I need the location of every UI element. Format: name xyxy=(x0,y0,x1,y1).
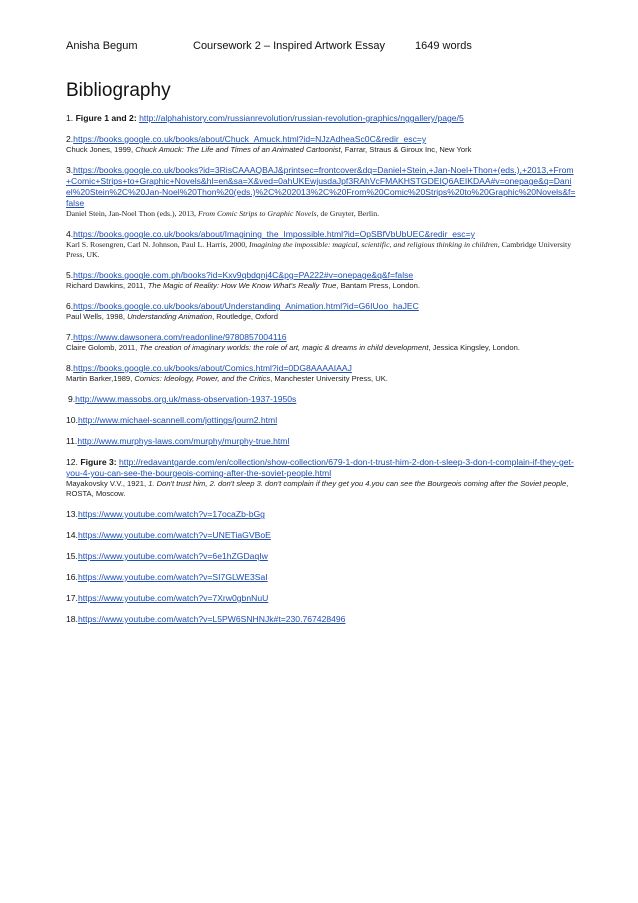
entry-number: 2. xyxy=(66,134,74,144)
entry-link[interactable]: http://www.michael-scannell.com/jottings/journ2.html xyxy=(77,415,278,425)
citation-author-year: Chuck Jones, 1999, xyxy=(66,145,136,154)
bibliography-entry-10 xyxy=(66,415,576,426)
entry-number: 16. xyxy=(66,572,78,582)
entry-number: 11. xyxy=(66,436,78,446)
entry-number: 5. xyxy=(66,270,74,280)
entry-link[interactable]: https://books.google.co.uk/books?id=3RisCAAAQBAJ&printsec=frontcover&dq=Daniel+Stein,+Jan-Noel+Thon+(eds.),+2013,+From+Comic+Strips+to+Graphic+Novels&hl=en&sa=X&ved=0ahUKEwjusdaJpf3RAhVcFMAKHSTGDEIQ6AEIKDAA#v=onepage&q=Daniel%20Stein%2C%20Jan-Noel%20Thon%20(eds.)%2C%202013%2C%20From%20Comic%20Strips%20to%20Graphic%20Novels&f=false xyxy=(66,165,576,208)
citation-title: 1. Don't trust him, 2. don't sleep 3. don't complain if they get you 4.you can see the Bourgeois coming after the Soviet people xyxy=(148,479,567,488)
bibliography-entry-4 xyxy=(66,229,576,260)
citation-title: Comics: Ideology, Power, and the Critics xyxy=(134,374,271,383)
citation-title: Understanding Animation xyxy=(127,312,213,321)
entry-number: 14. xyxy=(66,530,78,540)
bibliography-entry-6 xyxy=(66,301,576,322)
entry-link[interactable]: http://www.murphys-laws.com/murphy/murphy-true.html xyxy=(77,436,290,446)
citation-publisher: , ROSTA, Moscow. xyxy=(66,479,569,498)
entry-number: 8. xyxy=(66,363,74,373)
entry-link[interactable]: http://www.massobs.org.uk/mass-observation-1937-1950s xyxy=(75,394,297,404)
bibliography-entry-3 xyxy=(66,165,576,219)
bibliography-entry-18 xyxy=(66,614,576,625)
entry-link[interactable]: https://books.google.co.uk/books/about/Comics.html?id=0DG8AAAAIAAJ xyxy=(73,363,352,373)
citation-title: Chuck Amuck: The Life and Times of an Animated Cartoonist xyxy=(135,145,341,154)
entry-link[interactable]: http://alphahistory.com/russianrevolution/russian-revolution-graphics/nggallery/page/5 xyxy=(139,113,464,123)
citation-author-year: Richard Dawkins, 2011, xyxy=(66,281,148,290)
entry-number: 4. xyxy=(66,229,74,239)
citation-author-year: Paul Wells, 1998, xyxy=(66,312,128,321)
citation-publisher: , Routledge, Oxford xyxy=(212,312,278,321)
entry-citation xyxy=(66,145,576,155)
entry-link[interactable]: https://www.youtube.com/watch?v=17ocaZb-bGg xyxy=(77,509,265,519)
header-author: Anisha Begum xyxy=(66,40,138,52)
entry-number: 13. xyxy=(66,509,78,519)
bibliography-entry-15 xyxy=(66,551,576,562)
entry-link[interactable]: https://books.google.co.uk/books/about/Understanding_Animation.html?id=G6IUoo_haJEC xyxy=(73,301,419,311)
entry-citation xyxy=(66,240,576,260)
entry-number: 7. xyxy=(66,332,74,342)
citation-publisher: , Jessica Kingsley, London. xyxy=(428,343,520,352)
bibliography-entry-13 xyxy=(66,509,576,520)
entry-number: 12. xyxy=(66,457,81,467)
entry-link[interactable]: https://books.google.co.uk/books/about/Chuck_Amuck.html?id=NJzAdheaSc0C&redir_esc=y xyxy=(73,134,427,144)
entry-link[interactable]: http://redavantgarde.com/en/collection/show-collection/679-1-don-t-trust-him-2-don-t-sleep-3-don-t-complain-if-they-get-you-4-you-can-see-the-bourgeois-coming-after-the-soviet-people.html xyxy=(66,457,574,478)
entry-citation xyxy=(66,312,576,322)
entry-citation xyxy=(66,281,576,291)
citation-publisher: , Manchester University Press, UK. xyxy=(270,374,388,383)
entry-link[interactable]: https://books.google.co.uk/books/about/Imagining_the_Impossible.html?id=OpSBfVbUbUEC&redir_esc=y xyxy=(73,229,475,239)
bibliography-entry-11 xyxy=(66,436,576,447)
entry-label: Figure 3: xyxy=(80,457,117,467)
entry-number: 17. xyxy=(66,593,78,603)
entry-number: 6. xyxy=(66,301,74,311)
bibliography-entry-9 xyxy=(66,394,576,405)
citation-title: The Magic of Reality: How We Know What’s Really True xyxy=(147,281,337,290)
header-word-count: 1649 words xyxy=(415,40,472,52)
citation-title: Imagining the impossible: magical, scientific, and religious thinking in children xyxy=(249,240,498,249)
entry-label: Figure 1 and 2: xyxy=(75,113,137,123)
citation-publisher: , Farrar, Straus & Giroux Inc, New York xyxy=(340,145,472,154)
entry-citation xyxy=(66,479,576,499)
entry-citation xyxy=(66,209,576,219)
citation-title: The creation of imaginary worlds: the role of art, magic & dreams in child development xyxy=(139,343,429,352)
entry-link[interactable]: https://www.youtube.com/watch?v=6e1hZGDaqIw xyxy=(77,551,268,561)
citation-publisher: , de Gruyter, Berlin. xyxy=(316,209,380,218)
entry-link[interactable]: https://www.youtube.com/watch?v=7Xrw0gbnNuU xyxy=(77,593,269,603)
entry-link[interactable]: https://www.youtube.com/watch?v=SI7GLWE3SaI xyxy=(77,572,268,582)
bibliography-entry-7 xyxy=(66,332,576,353)
entry-number: 1. xyxy=(66,113,76,123)
entry-citation xyxy=(66,374,576,384)
entry-link[interactable]: https://books.google.com.ph/books?id=Kxv9qbdqnj4C&pg=PA222#v=onepage&q&f=false xyxy=(73,270,414,280)
entry-citation xyxy=(66,343,576,353)
entry-number: 15. xyxy=(66,551,78,561)
entry-number: 3. xyxy=(66,165,74,175)
citation-title: From Comic Strips to Graphic Novels xyxy=(197,209,317,218)
bibliography-entry-14 xyxy=(66,530,576,541)
citation-publisher: , Cambridge University Press, UK. xyxy=(66,240,572,259)
bibliography-list xyxy=(66,113,576,635)
citation-author-year: Mayakovsky V.V., 1921, xyxy=(66,479,149,488)
citation-author-year: Daniel Stein, Jan-Noel Thon (eds.), 2013, xyxy=(66,209,198,218)
header-title: Coursework 2 – Inspired Artwork Essay xyxy=(193,40,385,52)
bibliography-entry-8 xyxy=(66,363,576,384)
citation-author-year: Martin Barker,1989, xyxy=(66,374,135,383)
entry-link[interactable]: https://www.youtube.com/watch?v=UNETiaGVBoE xyxy=(77,530,271,540)
bibliography-entry-16 xyxy=(66,572,576,583)
page-title: Bibliography xyxy=(66,80,171,101)
bibliography-entry-1 xyxy=(66,113,576,124)
bibliography-entry-2 xyxy=(66,134,576,155)
bibliography-entry-17 xyxy=(66,593,576,604)
bibliography-entry-5 xyxy=(66,270,576,291)
bibliography-entry-12 xyxy=(66,457,576,499)
entry-link[interactable]: https://www.dawsonera.com/readonline/9780857004116 xyxy=(73,332,287,342)
entry-link[interactable]: https://www.youtube.com/watch?v=L5PW6SNHNJk#t=230.767428496 xyxy=(77,614,346,624)
citation-author-year: Karl S. Rosengren, Carl N. Johnson, Paul L. Harris, 2000, xyxy=(66,240,249,249)
entry-number: 18. xyxy=(66,614,78,624)
entry-number: 10. xyxy=(66,415,78,425)
citation-publisher: , Bantam Press, London. xyxy=(336,281,420,290)
entry-number: 9. xyxy=(68,394,76,404)
citation-author-year: Claire Golomb, 2011, xyxy=(66,343,140,352)
